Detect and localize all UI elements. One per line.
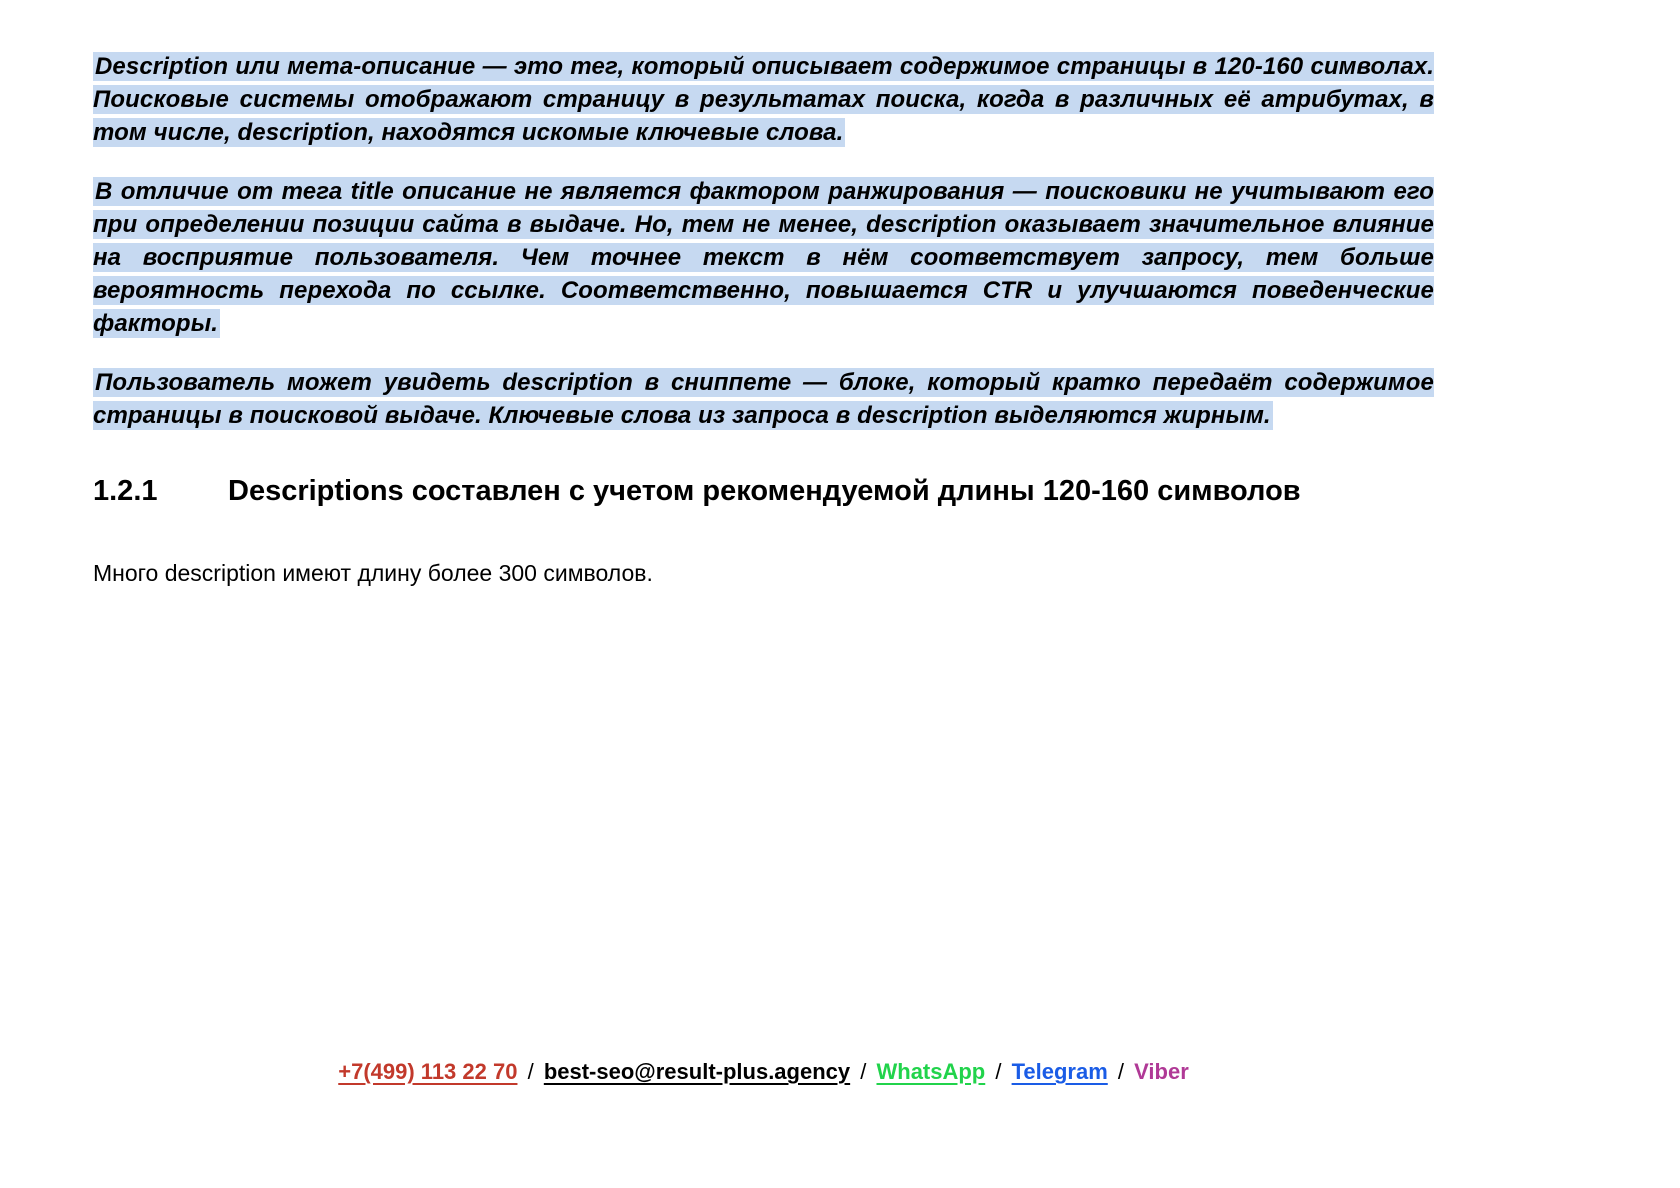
section-title: Descriptions составлен с учетом рекомендуемой длины 120-160 символов <box>228 475 1301 507</box>
viber-link[interactable]: Viber <box>1134 1059 1189 1084</box>
body-paragraph: Много description имеют длину более 300 символов. <box>93 560 653 586</box>
paragraph-text: Пользователь может увидеть description в сниппете — блоке, который кратко передаёт содержимое страницы в поисковой выдаче. Ключевые слова из запроса в description выделяются жирным. <box>93 369 1434 429</box>
telegram-link[interactable]: Telegram <box>1011 1059 1108 1084</box>
section-number: 1.2.1 <box>93 475 158 507</box>
footer-separator: / <box>1111 1059 1131 1084</box>
page-footer-contacts <box>93 1058 1434 1086</box>
highlighted-paragraph <box>93 50 1434 149</box>
paragraph-text: В отличие от тега title описание не является фактором ранжирования — поисковики не учитывают его при определении позиции сайта в выдаче. Но, тем не менее, description оказывает значительное влияние на восприятие пользователя. Чем точнее текст в нём соответствует запросу, тем больше вероятность перехода по ссылке. Соответственно, повышается CTR и улучшаются поведенческие факторы. <box>93 178 1434 337</box>
footer-separator: / <box>521 1059 540 1084</box>
whatsapp-link[interactable]: WhatsApp <box>876 1059 986 1084</box>
phone-link[interactable]: +7(499) 113 22 70 <box>338 1059 518 1084</box>
footer-separator: / <box>854 1059 873 1084</box>
footer-separator: / <box>989 1059 1008 1084</box>
document-page <box>93 0 1434 1188</box>
email-link[interactable]: best-seo@result-plus.agency <box>543 1059 851 1084</box>
paragraph-text: Description или мета-описание — это тег, который описывает содержимое страницы в 120-160 символах. Поисковые системы отображают страницу в результатах поиска, когда в различных её атрибутах, в том числе, description, находятся искомые ключевые слова. <box>93 53 1434 146</box>
highlighted-paragraph <box>93 175 1434 340</box>
highlighted-paragraph <box>93 366 1434 432</box>
section-heading <box>93 472 1434 510</box>
